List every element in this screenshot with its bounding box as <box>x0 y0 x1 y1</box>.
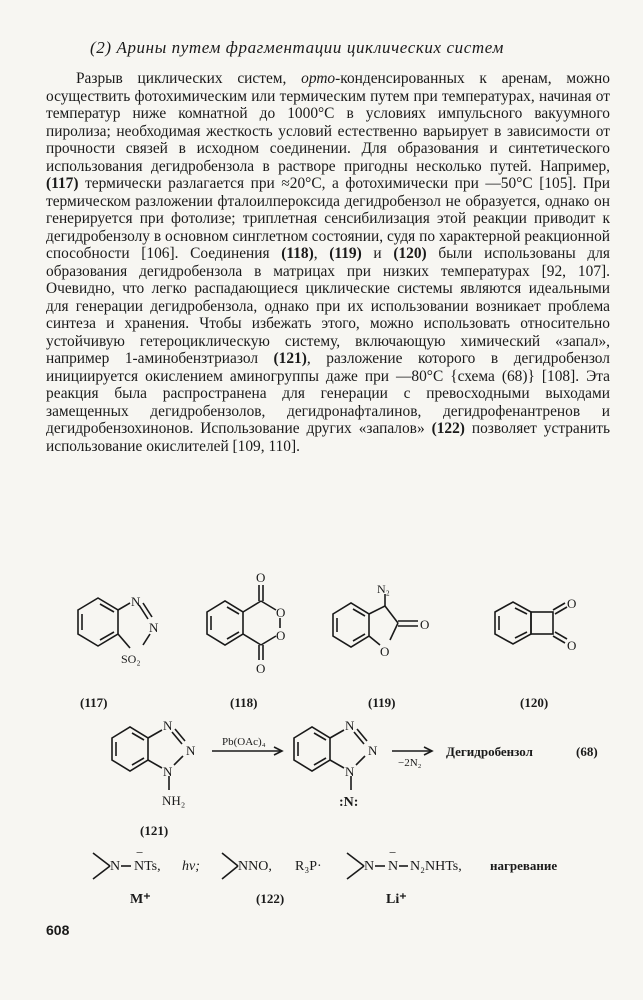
structure-117 <box>78 594 159 710</box>
label-118: (118) <box>230 695 258 710</box>
structure-120 <box>495 596 576 710</box>
compound-ref: (118) <box>281 245 314 262</box>
o-atom: O <box>567 638 577 653</box>
heating-condition: нагревание <box>490 858 558 873</box>
n-atom: N <box>163 718 173 733</box>
benzene-ring-nitrene <box>294 727 330 771</box>
nts-group: NTs, <box>134 859 161 874</box>
product-name: Дегидробензол <box>446 744 533 759</box>
o-atom: O <box>276 605 286 620</box>
minus-sign: − <box>136 845 144 860</box>
compound-ref: (117) <box>46 175 79 192</box>
n2-group: N₂ <box>377 582 390 596</box>
text-run: термически разлагается при ≈20°С, а фотохимически при —50°С [105]. При термическом разложении фталоилпероксида дегидробензол не образуется, однако он генерируется при фотолизе; триплетная сенсибилизация этой реакции приводит к дегидробензолу в основном синглетном состоянии, судя по характерной реакционной способности [106]. Соединения <box>46 175 610 262</box>
text-run: , разложение которого в дегидробензол инициируется окислением аминогруппы даже при —80°С {схема (68)} [108]. Эта реакция была распространена для генерации с превосходными выходами замещенных дегидробензолов, дегидронафталинов, дегидрофенантренов и дегидробензохинонов. Использование других «запалов» <box>46 350 610 437</box>
compound-ref: (119) <box>329 245 362 262</box>
scheme-68 <box>112 718 598 838</box>
text-run: , <box>313 245 330 262</box>
benzene-ring-121 <box>112 727 148 771</box>
text-run: Разрыв циклических систем, <box>76 70 302 87</box>
n-atom: N <box>364 859 375 874</box>
n2nhts-group: N₂NHTs, <box>410 859 462 874</box>
text-run: позволяет устранить использование окислителей [109, 110]. <box>46 420 610 455</box>
o-atom: O <box>380 644 390 659</box>
page-number: 608 <box>46 922 70 938</box>
li-cation: Li⁺ <box>386 892 407 907</box>
compound-ref: (120) <box>393 245 427 262</box>
structure-118 <box>207 570 285 710</box>
m-cation: M⁺ <box>130 892 151 907</box>
n-atom: N <box>149 620 159 635</box>
n-atom: N <box>186 743 196 758</box>
n2-loss: −2N₂ <box>398 757 422 769</box>
compound-ref: (121) <box>273 350 307 367</box>
section-heading: (2) Арины путем фрагментации циклических систем <box>90 38 504 57</box>
n-atom: N <box>388 859 399 874</box>
hv-text: hv; <box>182 859 200 874</box>
n-atom: N <box>345 718 355 733</box>
nno-group: NNO, <box>238 859 272 874</box>
benzene-ring-119 <box>333 603 369 647</box>
benzene-ring-117 <box>78 598 118 646</box>
label-119: (119) <box>368 695 396 710</box>
label-117: (117) <box>80 695 108 710</box>
n-atom: N <box>131 594 141 609</box>
o-atom: O <box>567 596 577 611</box>
label-120: (120) <box>520 695 549 710</box>
minus-sign: − <box>389 845 397 860</box>
r3p-group: R₃P· <box>295 859 322 874</box>
text-run: были использованы для образования дегидробензола в матрицах при низких температурах [92, 107]. Очевидно, что легко распадающиеся циклические системы являются идеальными для генерации дегидробензола, однако при их использовании возникает проблема синтеза и хранения. Чтобы избежать этого, можно использовать относительно устойчивую гетероциклическую систему, включающую химический «запал», например 1-аминобензтриазол <box>46 245 610 367</box>
o-atom: O <box>256 661 266 676</box>
so2-group: SO₂ <box>121 652 141 666</box>
label-121: (121) <box>140 823 169 838</box>
n-atom: N <box>163 764 173 779</box>
benzene-ring-118 <box>207 601 243 645</box>
o-atom: O <box>276 628 286 643</box>
nitrene-group: :N: <box>339 795 359 810</box>
text-run: и <box>361 245 394 262</box>
n-atom: N <box>345 764 355 779</box>
amine-group: NH₂ <box>162 793 186 808</box>
reagent: Pb(OAc)₄ <box>222 736 266 748</box>
structure-119 <box>333 582 429 710</box>
label-122: (122) <box>256 891 285 906</box>
benzene-ring-120 <box>495 602 531 644</box>
compound-ref: (122) <box>431 420 465 437</box>
o-atom: O <box>256 570 266 585</box>
text-run: -конденсированных к аренам, можно осуществить фотохимическим или термическим путем при температурах, начиная от температур ниже комнатной до 1000°С в условиях импульсного вакуумного пиролиза; необходимая жесткость условий естественно варьирует в зависимости от прочности связей в исходном соединении. Для образования и синтетического использования дегидробензола в растворе пригодны несколько путей. Например, <box>46 70 610 175</box>
n-atom: N <box>110 859 121 874</box>
o-atom: O <box>420 617 430 632</box>
text-run: орто <box>301 70 336 87</box>
n-atom: N <box>368 743 378 758</box>
cyclobutene-ring <box>531 612 553 634</box>
fuses-122 <box>93 845 557 907</box>
scheme-number: (68) <box>576 744 598 759</box>
